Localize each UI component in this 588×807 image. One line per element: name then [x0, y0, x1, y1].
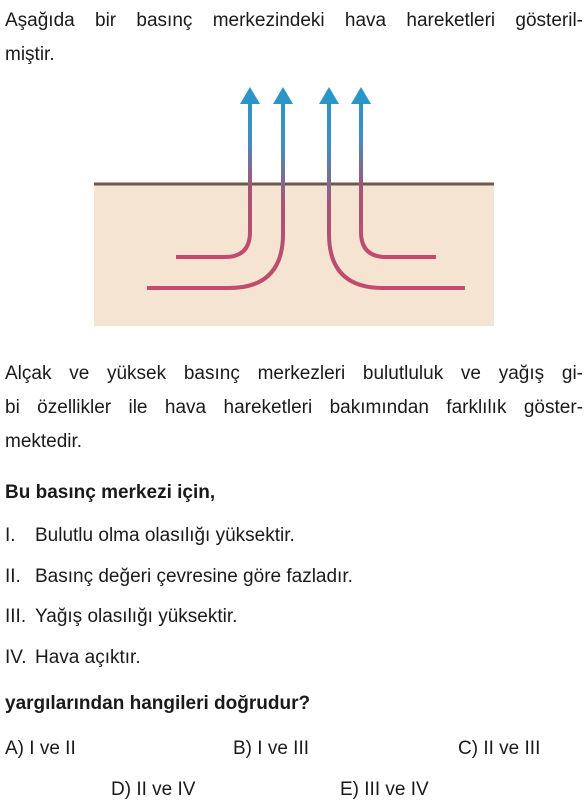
- paragraph-line-2: bi özellikler ile hava hareketleri bakımından farklılık göster-: [5, 397, 583, 418]
- answer-option-d[interactable]: D) II ve IV: [111, 779, 196, 800]
- statement-number: I.: [5, 525, 16, 546]
- arrow-head-4: [351, 87, 371, 104]
- statement-item: [5, 641, 141, 675]
- intro-line-2: miştir.: [5, 44, 55, 65]
- arrow-head-3: [319, 87, 339, 104]
- arrow-head-2: [273, 87, 293, 104]
- statement-number: II.: [5, 566, 21, 587]
- arrow-heads: [240, 87, 371, 104]
- answer-option-a[interactable]: A) I ve II: [5, 738, 76, 759]
- answer-option-c[interactable]: C) II ve III: [458, 738, 541, 759]
- paragraph-line-3: mektedir.: [5, 431, 83, 452]
- statement-number: IV.: [5, 647, 27, 668]
- statement-text: Hava açıktır.: [35, 647, 141, 668]
- question-stem: Bu basınç merkezi için,: [5, 482, 216, 503]
- statement-item: [5, 600, 237, 634]
- statement-text: Bulutlu olma olasılığı yüksektir.: [35, 525, 295, 546]
- question-end: yargılarından hangileri doğrudur?: [5, 693, 311, 714]
- statement-number: III.: [5, 606, 27, 627]
- paragraph-line-1: Alçak ve yüksek basınç merkezleri bulutluluk ve yağış gi-: [5, 363, 583, 384]
- statement-item: [5, 519, 295, 553]
- pressure-center-diagram: [94, 85, 494, 327]
- statement-item: [5, 560, 353, 594]
- answer-option-e[interactable]: E) III ve IV: [340, 779, 429, 800]
- arrow-head-1: [240, 87, 260, 104]
- intro-text: [5, 4, 583, 72]
- intro-line-1: Aşağıda bir basınç merkezindeki hava hareketleri gösteril-: [5, 10, 583, 31]
- answer-option-b[interactable]: B) I ve III: [233, 738, 310, 759]
- statement-text: Yağış olasılığı yüksektir.: [35, 606, 238, 627]
- info-paragraph: [5, 357, 583, 459]
- statement-text: Basınç değeri çevresine göre fazladır.: [35, 566, 353, 587]
